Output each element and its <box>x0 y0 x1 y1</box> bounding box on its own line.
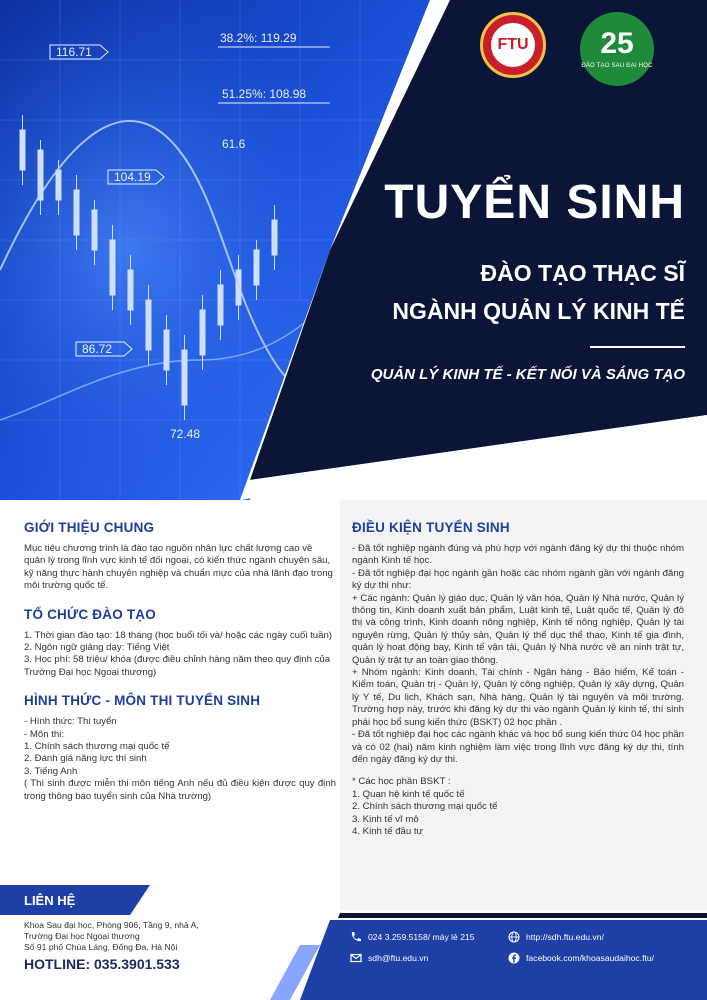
left-column <box>24 520 336 803</box>
conditions-paragraph: + Nhóm ngành: Kinh doanh, Tài chính - Ngân hàng - Bảo hiểm, Kế toán - Kiểm toán, Quản trị - Quản lý, Quản lý công nghiệp, Quản lý xây dựng, Quản lý Y tế, Du lịch, Khách sạn, Nhà hàng, Quản lý tài nguyên và môi trường. Trường hợp này, trước khi đăng ký dự thi vào ngành Quản lý kinh tế, thí sinh phải học bổ sung kiến thức (BSKT) 02 học phần . <box>352 667 684 728</box>
contact-phone[interactable] <box>350 931 475 943</box>
ftu-logo-mark: FTU <box>491 23 535 67</box>
website-text: http://sdh.ftu.edu.vn/ <box>526 932 604 942</box>
address-line: Trường Đại học Ngoại thương <box>24 931 140 941</box>
organization-heading: TỔ CHỨC ĐÀO TẠO <box>24 606 156 622</box>
exam-item: - Hình thức: Thi tuyển <box>24 716 117 728</box>
right-column <box>352 520 684 838</box>
contact-facebook[interactable] <box>508 952 654 964</box>
contact-email[interactable] <box>350 952 428 964</box>
anniversary-caption: ĐÀO TẠO SAU ĐẠI HỌC <box>581 63 653 69</box>
address-line: Khoa Sau đại học, Phòng 906, Tầng 9, nhà A, <box>24 920 199 930</box>
address-line: Số 91 phố Chùa Láng, Đống Đa, Hà Nội <box>24 942 178 952</box>
anniversary-number: 25 <box>600 27 634 60</box>
conditions-paragraph: + Các ngành: Quản lý giáo dục, Quản lý văn hóa, Quản lý Nhà nước, Quản lý thông tin, Kinh doanh xuất bản phẩm, Luật kinh tế, Luật quốc tế, Quản lý đô thị và công trình, Kinh doanh nông nghiệp, Kinh tế nông nghiệp, Quản lý tài nguyên rừng, Quản lý thủy sản, Quản lý thể dục thể thao, Kinh tế gia đình, quản lý hoạt động bay, Kinh tế vận tải, Quản lý Nhà nước về an ninh trật tự, Quản lý trật tự an toàn giao thông. <box>352 592 684 666</box>
hero-subtitle-2: NGÀNH QUẢN LÝ KINH TẾ <box>392 298 685 324</box>
ftu-logo <box>480 12 546 78</box>
exam-item: 3. Tiếng Anh <box>24 765 78 777</box>
contact-address <box>24 920 324 953</box>
hero-slogan: QUẢN LÝ KINH TẾ - KẾT NỐI VÀ SÁNG TẠO <box>370 366 685 383</box>
conditions-heading: ĐIỀU KIỆN TUYỂN SINH <box>352 520 510 535</box>
conditions-paragraph: - Đã tốt nghiệp đại học ngành gần hoặc các nhóm ngành gần với ngành đăng ký dự thi như: <box>352 567 684 592</box>
bskt-heading: * Các học phần BSKT : <box>352 776 451 788</box>
title-divider <box>590 346 685 348</box>
conditions-section <box>352 520 684 838</box>
exam-item: - Môn thi: <box>24 728 64 740</box>
globe-icon <box>508 931 520 943</box>
email-text: sdh@ftu.edu.vn <box>368 953 429 963</box>
exam-section <box>24 693 336 803</box>
organization-section <box>24 607 336 680</box>
contact-heading: LIÊN HỆ <box>24 893 76 908</box>
hero-subtitle-1: ĐÀO TẠO THẠC SĨ <box>480 260 685 286</box>
exam-item: 1. Chính sách thương mại quốc tế <box>24 741 170 753</box>
anniversary-logo <box>580 12 654 86</box>
bskt-item: 3. Kinh tế vĩ mô <box>352 813 419 825</box>
hotline[interactable]: HOTLINE: 035.3901.533 <box>24 956 180 972</box>
intro-body: Mục tiêu chương trình là đào tạo nguồn nhân lực chất lượng cao về quản lý trong lĩnh vực kinh tế đối ngoại, có kiến thức ngành chuyên sâu, kỹ năng thực hành chuyên nghiệp và chuẩn mực của nhà lãnh đạo trong môi trường quốc tế. <box>24 543 333 592</box>
conditions-paragraph: - Đã tốt nghiệp đại học các ngành khác và học bổ sung kiến thức 04 học phần và có 02 (hai) năm kinh nghiệm làm việc trong lĩnh vực đăng ký dự thi, tính đến ngày đăng ký dự thi. <box>352 729 684 765</box>
intro-section <box>24 520 336 593</box>
ticker-5: 104.19 <box>114 170 151 184</box>
bskt-item: 4. Kinh tế đầu tư <box>352 825 423 837</box>
phone-text: 024 3.259.5158/ máy lẻ 215 <box>368 932 475 942</box>
bskt-item: 2. Chính sách thương mại quốc tế <box>352 801 498 813</box>
organization-item: 2. Ngôn ngữ giảng dạy: Tiếng Việt <box>24 642 170 654</box>
ticker-1: 38.2%: 119.29 <box>220 31 297 45</box>
ticker-6: 86.72 <box>82 342 113 356</box>
ticker-2: 51.25%: 108.98 <box>222 87 307 101</box>
conditions-paragraph: - Đã tốt nghiệp ngành đúng và phù hợp với ngành đăng ký dự thi thuộc nhóm ngành Kinh tế học. <box>352 543 684 567</box>
exam-heading: HÌNH THỨC - MÔN THI TUYỂN SINH <box>24 693 261 709</box>
facebook-text: facebook.com/khoasaudaihoc.ftu/ <box>526 953 655 963</box>
organization-item: 1. Thời gian đào tạo: 18 tháng (học buổi tối và/ hoặc các ngày cuối tuần) <box>24 629 332 641</box>
phone-icon <box>350 931 362 943</box>
exam-item: 2. Đánh giá năng lực thí sinh <box>24 753 147 765</box>
exam-note: ( Thí sinh được miễn thi môn tiếng Anh nếu đủ điều kiện được quy định trong thông báo tuyển sinh của Nhà trường) <box>24 778 336 802</box>
ticker-7: 72.48 <box>170 427 201 441</box>
bskt-item: 1. Quan hệ kinh tế quốc tế <box>352 788 465 800</box>
email-icon <box>350 952 362 964</box>
contact-website[interactable] <box>508 931 604 943</box>
organization-item: 3. Học phí: 58 triệu/ khóa (được điều chỉnh hàng năm theo quy định của Trường Đại học Ngoại thương) <box>24 654 331 678</box>
facebook-icon <box>508 952 520 964</box>
ticker-4: 116.71 <box>56 45 92 59</box>
hero-title: TUYỂN SINH <box>384 176 685 229</box>
intro-heading: GIỚI THIỆU CHUNG <box>24 520 155 535</box>
ticker-3: 61.6 <box>222 137 246 151</box>
